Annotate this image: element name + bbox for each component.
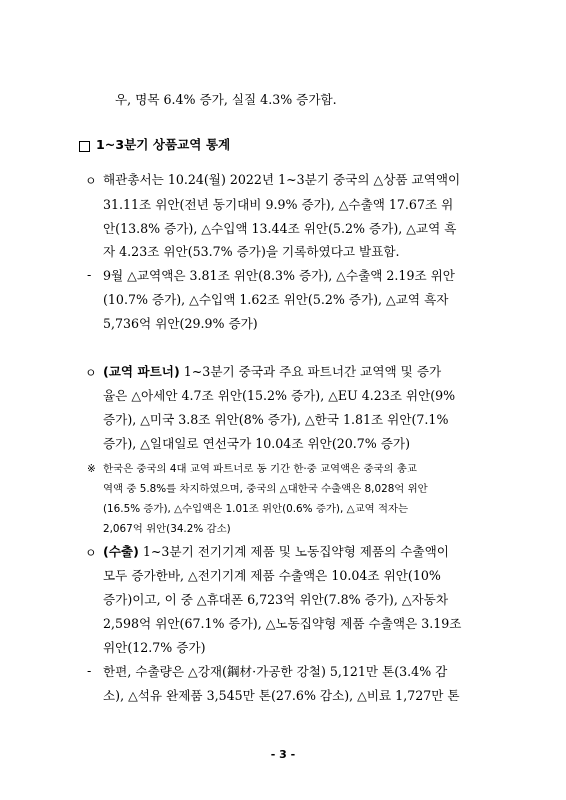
p2-line-1-text: 1~3분기 중국과 주요 파트너간 교역액 및 증가: [179, 364, 442, 379]
p3-line-2: 모두 증가한바, △전기기계 제품 수출액은 10.04조 위안(10%: [103, 568, 441, 583]
p3-line-1-text: 1~3분기 전기기계 제품 및 노동집약형 제품의 수출액이: [138, 544, 449, 559]
intro-line: 우, 명목 6.4% 증가, 실질 4.3% 증가함.: [115, 92, 337, 107]
p3d-line-2: 소), △석유 완제품 3,545만 톤(27.6% 감소), △비료 1,727만 톤: [103, 688, 460, 703]
p2-line-4: 증가), △일대일로 연선국가 10.04조 위안(20.7% 증가): [103, 436, 410, 451]
section-heading: 1~3분기 상품교역 통계: [96, 137, 231, 152]
p3d-line-1: 한편, 수출량은 △강재(鋼材·가공한 강철) 5,121만 톤(3.4% 감: [103, 664, 448, 679]
circle-bullet-icon: ㅇ: [85, 174, 97, 188]
p1d-line-3: 5,736억 위안(29.9% 증가): [103, 316, 258, 331]
circle-bullet-icon: ㅇ: [85, 546, 97, 560]
note-mark: ※: [87, 463, 96, 475]
note-line-1: 한국은 중국의 4대 교역 파트너로 동 기간 한·중 교역액은 중국의 총교: [103, 463, 417, 475]
note-line-2: 역액 중 5.8%를 차지하였으며, 중국의 △대한국 수출액은 8,028억 위안: [103, 483, 428, 495]
note-line-4: 2,067억 위안(34.2% 감소): [103, 523, 231, 535]
p2-line-2: 율은 △아세안 4.7조 위안(15.2% 증가), △EU 4.23조 위안(9%: [103, 388, 456, 403]
p3-line-3: 증가)이고, 이 중 △휴대폰 6,723억 위안(7.8% 증가), △자동차: [103, 592, 449, 607]
p2-line-1: [103, 364, 441, 380]
p3-line-5: 위안(12.7% 증가): [103, 640, 206, 655]
p1-line-3: 안(13.8% 증가), △수입액 13.44조 위안(5.2% 증가), △교역 흑: [103, 221, 457, 236]
checkbox-square-icon: [79, 141, 90, 152]
p3-line-4: 2,598억 위안(67.1% 증가), △노동집약형 제품 수출액은 3.19조: [103, 616, 462, 631]
p3-line-1: [103, 544, 449, 560]
note-line-3: (16.5% 증가), △수입액은 1.01조 위안(0.6% 증가), △교역 적자는: [103, 503, 409, 515]
p2-bold-label: (교역 파트너): [103, 364, 180, 379]
p3-bold-label: (수출): [103, 544, 139, 559]
p1d-line-1: 9월 △교역액은 3.81조 위안(8.3% 증가), △수출액 2.19조 위안: [103, 268, 455, 283]
p1-line-4: 자 4.23조 위안(53.7% 증가)을 기록하였다고 발표함.: [103, 244, 400, 259]
p1d-line-2: (10.7% 증가), △수입액 1.62조 위안(5.2% 증가), △교역 흑자: [103, 292, 449, 307]
p1-line-2: 31.11조 위안(전년 동기대비 9.9% 증가), △수출액 17.67조 위: [103, 197, 454, 212]
p1-line-1: 해관총서는 10.24(월) 2022년 1~3분기 중국의 △상품 교역액이: [103, 172, 461, 187]
dash-bullet: -: [87, 268, 92, 282]
circle-bullet-icon: ㅇ: [85, 366, 97, 380]
dash-bullet: -: [87, 664, 92, 678]
page-number: - 3 -: [270, 748, 296, 761]
p2-line-3: 증가), △미국 3.8조 위안(8% 증가), △한국 1.81조 위안(7.1%: [103, 412, 449, 427]
